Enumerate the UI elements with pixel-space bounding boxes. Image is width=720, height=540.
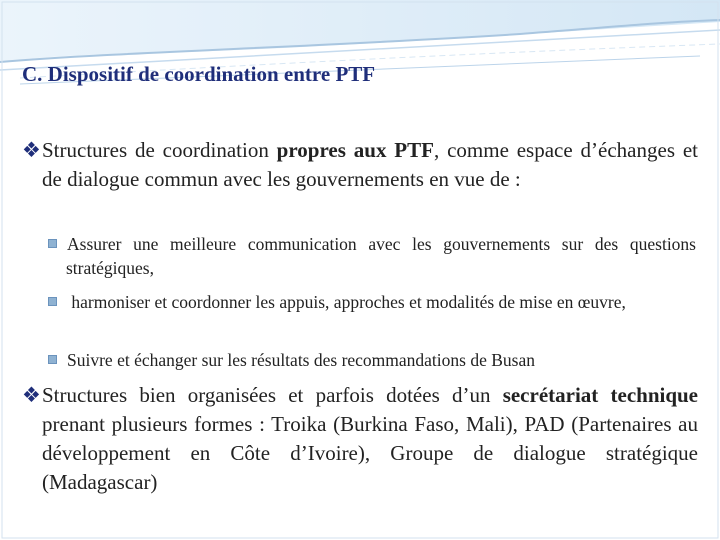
bullet-1-text-post: , comme espace d’échanges et de dialogue commun avec les gouvernements en vue de :: [42, 138, 699, 191]
sub-bullet-2: [48, 290, 696, 314]
main-bullet-2: [22, 381, 698, 497]
diamond-bullet-icon: ❖: [22, 383, 41, 407]
square-bullet-icon: [48, 297, 57, 306]
bullet-1-text-bold: propres aux PTF: [276, 138, 434, 162]
square-bullet-icon: [48, 355, 57, 364]
diamond-bullet-icon: ❖: [22, 138, 41, 162]
bullet-1-text-pre: Structures de coordination: [42, 138, 277, 162]
sub-bullet-1-text: Assurer une meilleure communication avec les gouvernements sur des questions stratégiques,: [66, 234, 696, 278]
slide-title: C. Dispositif de coordination entre PTF: [22, 62, 376, 86]
sub-bullet-1: [48, 232, 696, 280]
sub-bullet-3-text: Suivre et échanger sur les résultats des recommandations de Busan: [67, 350, 535, 370]
bullet-2-text-pre: Structures bien organisées et parfois dotées d’un: [42, 383, 503, 407]
bullet-2-text-post: prenant plusieurs formes : Troika (Burkina Faso, Mali), PAD (Partenaires au développement en Côte d’Ivoire), Groupe de dialogue stratégique (Madagascar): [42, 412, 698, 494]
square-bullet-icon: [48, 239, 57, 248]
main-bullet-1: [22, 136, 698, 194]
sub-bullet-2-text: harmoniser et coordonner les appuis, approches et modalités de mise en œuvre,: [67, 292, 626, 312]
sub-bullet-3: [48, 348, 696, 372]
bullet-2-text-bold: secrétariat technique: [502, 383, 699, 407]
